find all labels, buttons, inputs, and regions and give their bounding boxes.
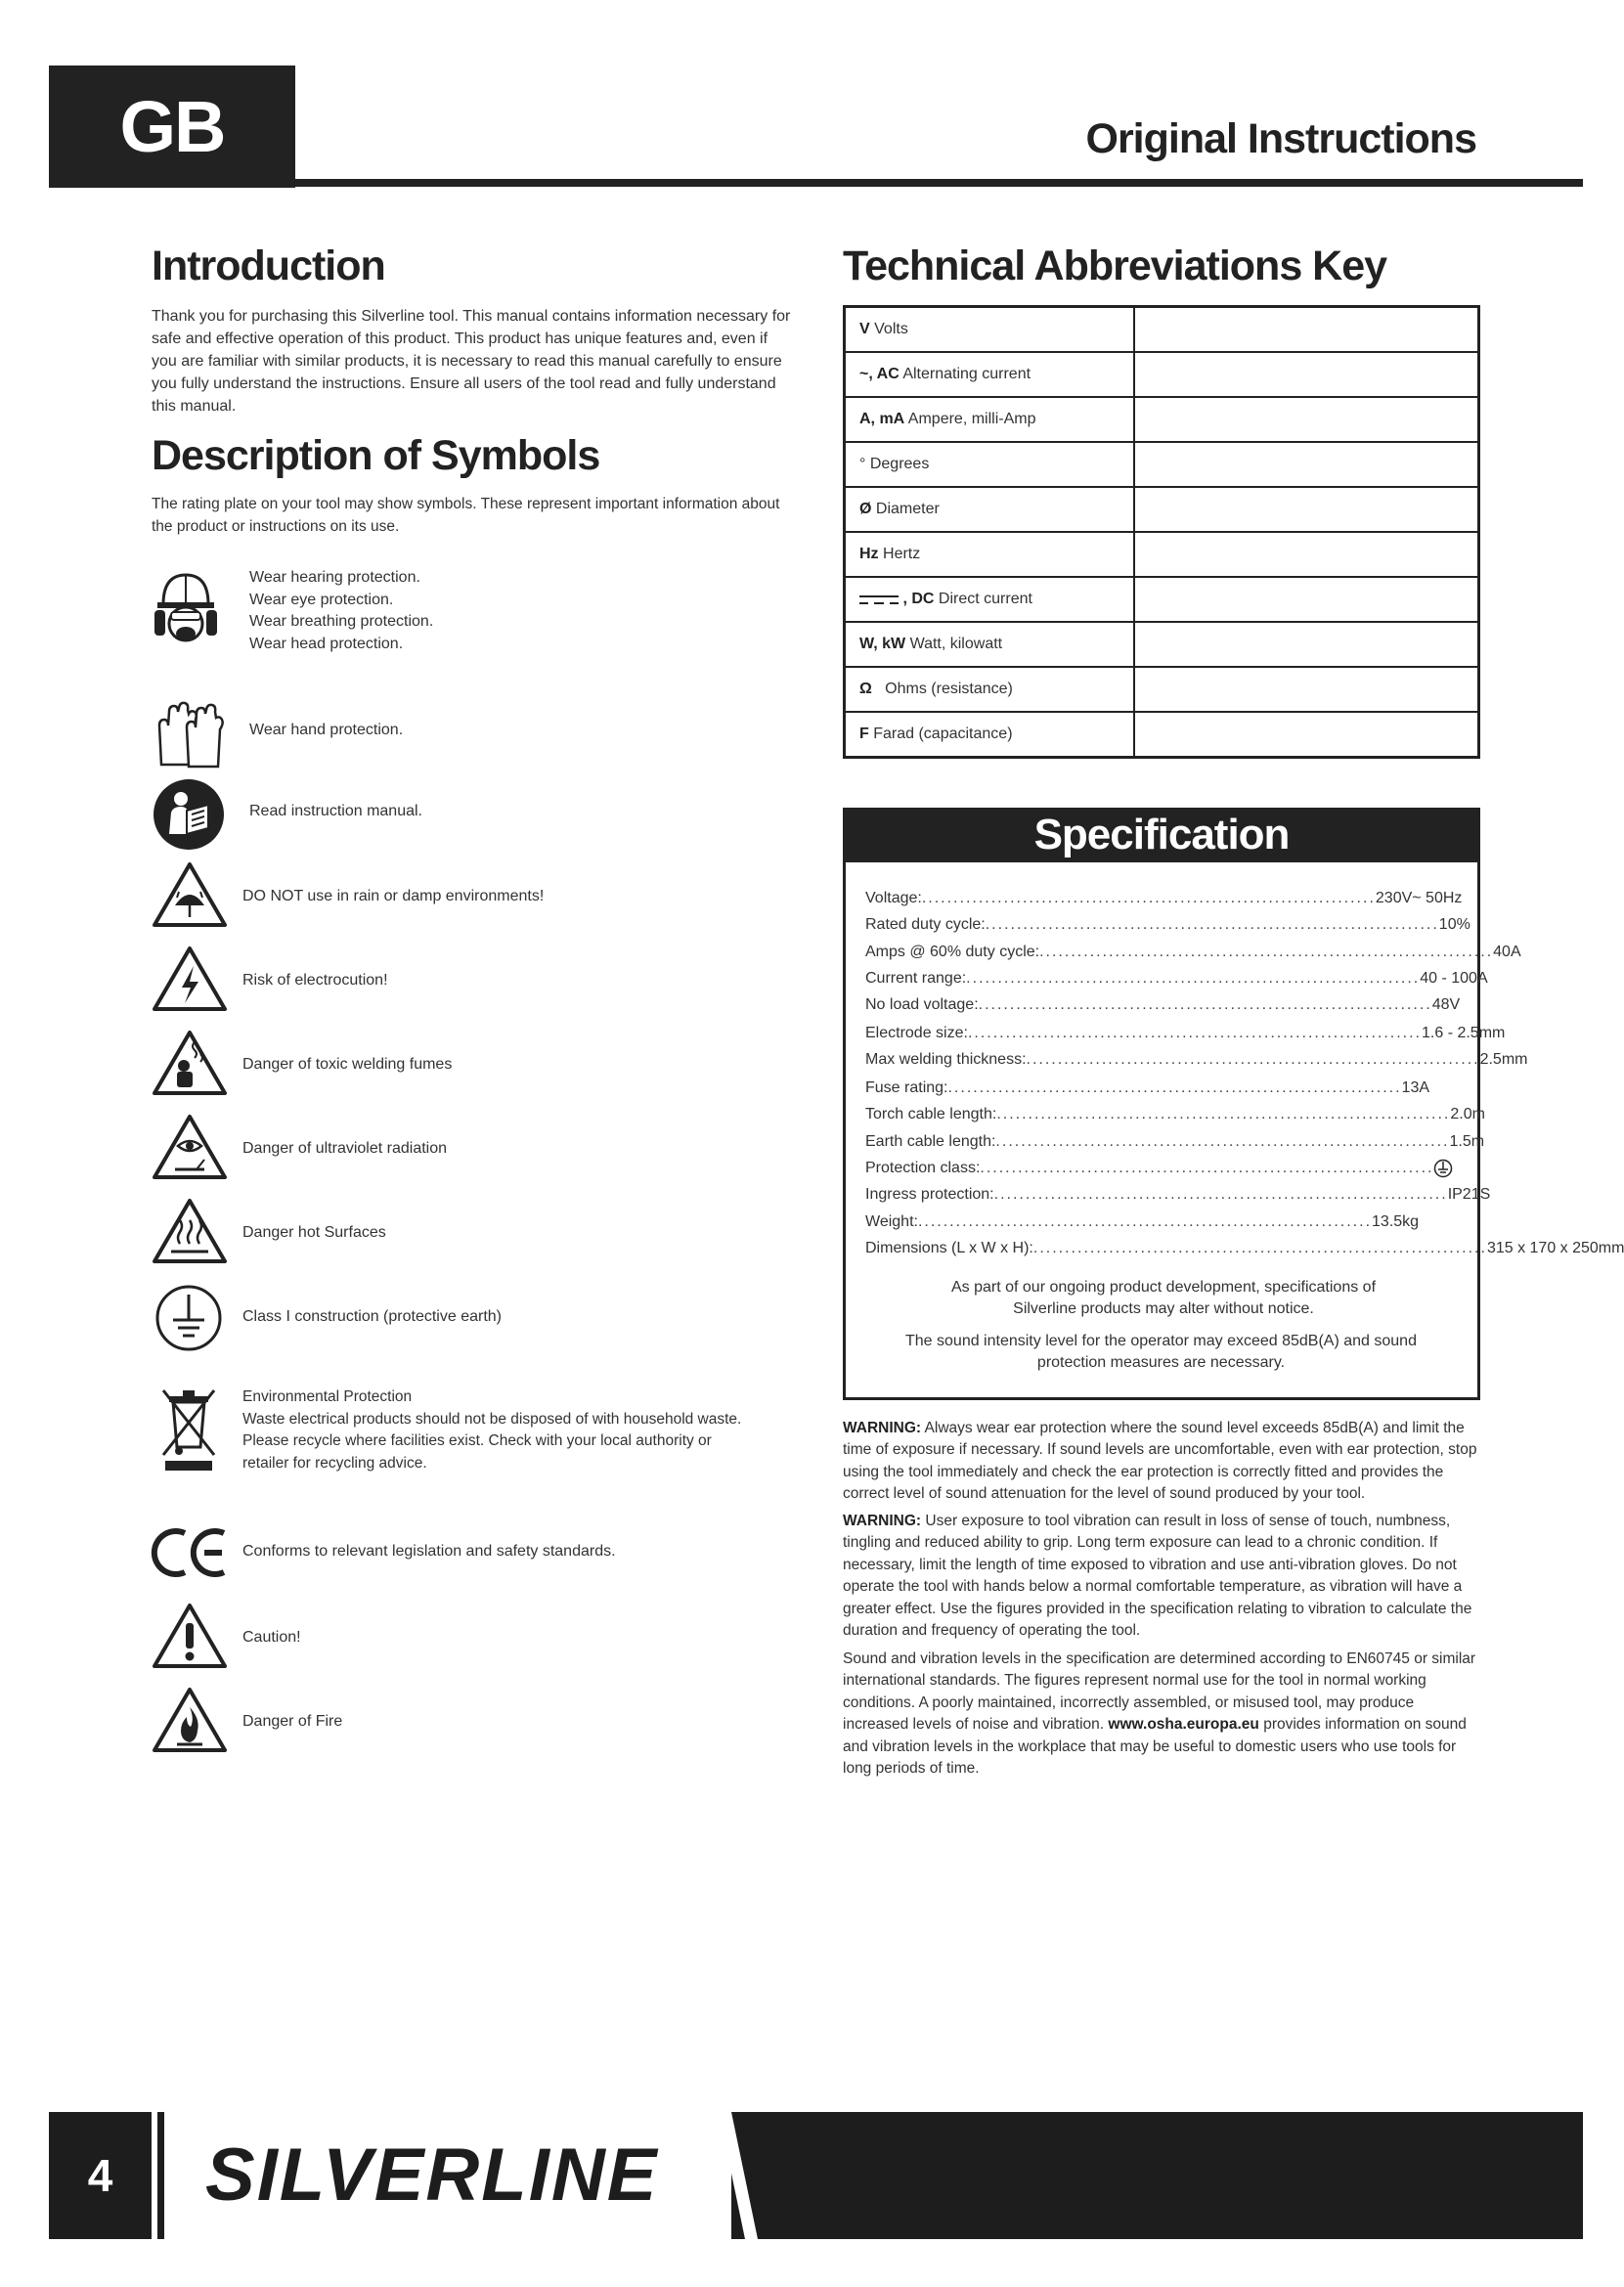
page-title: Original Instructions [1085,115,1476,162]
abbreviations-heading: Technical Abbreviations Key [843,242,1387,289]
ppe-head-icon [152,567,220,660]
symbol-text-ppe [249,567,433,655]
warning-sound [843,1418,1480,1506]
warning-label: WARNING: [843,1513,922,1529]
symbol-row-weee [152,1386,777,1474]
table-row: Ω Ohms (resistance) [845,667,1479,712]
symbol-text-gloves: Wear hand protection. [249,722,404,738]
symbol-text-hot: Danger hot Surfaces [242,1224,386,1241]
page-number: 4 [87,2150,113,2201]
symbol-row-uv [152,1113,777,1191]
symbol-text-caution: Caution! [242,1629,301,1646]
symbol-text-rain: DO NOT use in rain or damp environments! [242,888,545,904]
sound-vibration-paragraph [843,1649,1480,1780]
spec-row: Amps @ 60% duty cycle: ........................................................................ 40A [865,944,1521,960]
symbol-row-earth [152,1281,777,1359]
paragraph-tail: provides information on sound and vibration levels in the workplace that may be useful to domestic users who use tools for long periods of time. [843,1716,1467,1778]
symbols-heading: Description of Symbols [152,432,600,479]
warning-text: User exposure to tool vibration can result in loss of sense of touch, numbness, tingling and reduced ability to grip. Long term exposure can lead to a chronic condition. If necessary, limit the length of time exposed to vibration and use anti-vibration gloves. Do not operate the tool with hands below a normal comfortable temperature, as vibration will have a greater effect. Use the figures provided in the specification relating to vibration to calculate the duration and frequency of operating the tool. [843,1513,1472,1640]
spec-row: Ingress protection: ........................................................................ IP21S [865,1186,1491,1203]
spec-row: Protection class: ........................................................................ [865,1159,1398,1178]
spec-note-development: As part of our ongoing product development, specifications of Silverline products may alter without notice. [950,1279,1377,1317]
symbol-row-electrocution [152,945,777,1023]
symbol-text-ce: Conforms to relevant legislation and safety standards. [242,1543,616,1560]
spec-row: Electrode size: ........................................................................ 1.6 - 2.5mm [865,1025,1506,1041]
osha-link[interactable]: www.osha.europa.eu [1108,1716,1259,1734]
symbol-row-rain [152,860,777,939]
fumes-warning-icon [152,1029,228,1102]
electrocution-warning-icon [152,945,228,1018]
uv-warning-icon [152,1113,228,1186]
symbol-row-fumes [152,1029,777,1107]
abbreviations-table [843,305,1480,759]
spec-row: Fuse rating: ........................................................................ 13A [865,1079,1430,1096]
spec-row: Torch cable length: ........................................................................ 2.0m [865,1106,1485,1122]
symbol-row-hot [152,1197,777,1275]
warning-label: WARNING: [843,1420,922,1436]
symbol-line: Wear hearing protection. [249,569,420,586]
earth-class-icon [152,1281,226,1360]
spec-row: Earth cable length: ........................................................................ 1.5m [865,1133,1485,1150]
symbol-line: Wear breathing protection. [249,613,434,630]
language-badge: GB [119,86,225,167]
symbol-row-fire [152,1686,777,1764]
table-row: , DC Direct current [845,577,1479,622]
table-row: W, kW Watt, kilowatt [845,622,1479,667]
symbol-row-caution [152,1602,777,1680]
symbol-row-gloves [152,696,777,774]
spec-note-sound: The sound intensity level for the operator may exceed 85dB(A) and sound protection measures are necessary. [905,1333,1417,1371]
symbol-line: Wear head protection. [249,635,404,652]
table-row: Ø Diameter [845,487,1479,532]
symbol-row-manual [152,777,777,856]
symbol-line: Environmental Protection [242,1388,413,1405]
caution-icon [152,1602,228,1675]
fire-warning-icon [152,1686,228,1759]
footer-separator [152,2112,157,2239]
earth-class-icon [1433,1159,1453,1178]
hot-surface-warning-icon [152,1197,228,1270]
symbol-text-manual: Read instruction manual. [249,803,422,819]
specification-heading: Specification [843,808,1480,862]
table-row: Hz Hertz [845,532,1479,577]
spec-row: Dimensions (L x W x H): ........................................................................ 315 x 170 x 250mm [865,1240,1624,1256]
intro-heading: Introduction [152,242,385,289]
symbol-text-electrocution: Risk of electrocution! [242,972,388,989]
symbol-line: Waste electrical products should not be disposed of with household waste. Please recycle where facilities exist. Check with your local authority or retailer for recycling advice. [242,1410,742,1472]
table-row: A, mA Ampere, milli-Amp [845,397,1479,442]
table-row: ° Degrees [845,442,1479,487]
spec-row: Current range: ........................................................................ 40 - 100A [865,970,1488,987]
table-row: V Volts [845,307,1479,353]
ce-mark-icon [152,1523,230,1587]
header-rule [293,179,1583,187]
gloves-icon [152,696,230,779]
spec-row: Rated duty cycle: ........................................................................ 10% [865,916,1470,933]
symbol-text-earth: Class I construction (protective earth) [242,1308,502,1325]
symbol-row-ce [152,1517,777,1596]
intro-body: Thank you for purchasing this Silverline tool. This manual contains information necessary for safe and effective operation of this product. This product has unique features and, even if you are familiar with similar products, it is necessary to read this manual carefully to ensure you fully understand the instructions. Ensure all users of the tool read and fully understand this manual. [152,308,791,415]
paragraph-text: Sound and vibration levels in the specification are determined according to EN60745 or similar international standards. The figures represent normal use for the tool in normal working conditions. A poorly maintained, incorrectly assembled, or misused tool, may produce increased levels of noise and vibration. [843,1650,1476,1734]
warning-text: Always wear ear protection where the sound level exceeds 85dB(A) and limit the time of exposure if necessary. If sound levels are uncomfortable, even with ear protection, stop using the tool immediately and check the ear protection is correctly fitted and provides the correct level of sound attenuation for the level of sound produced by your tool. [843,1420,1477,1503]
spec-row: Max welding thickness: ........................................................................ 2.5mm [865,1051,1528,1068]
symbol-text-fumes: Danger of toxic welding fumes [242,1056,453,1073]
symbol-text-uv: Danger of ultraviolet radiation [242,1140,448,1157]
footer-logo-slash [719,2112,758,2239]
symbol-text-weee [242,1386,761,1474]
symbol-row-ppe [152,567,777,665]
weee-bin-icon [159,1386,218,1477]
silverline-logo: SILVERLINE [205,2133,659,2217]
symbol-text-fire: Danger of Fire [242,1713,343,1730]
symbol-line: Wear eye protection. [249,591,394,608]
table-row: F Farad (capacitance) [845,712,1479,758]
spec-row: Voltage: ........................................................................ 230V~ 50Hz [865,890,1463,906]
table-row: ~, AC Alternating current [845,352,1479,397]
dc-symbol-icon [859,594,899,605]
spec-row: No load voltage: ........................................................................ 48V [865,996,1461,1013]
read-manual-icon [152,777,226,857]
spec-row: Weight: ........................................................................ 13.5kg [865,1213,1420,1230]
rain-warning-icon [152,860,228,934]
symbols-intro: The rating plate on your tool may show symbols. These represent important information about the product or instructions on its use. [152,496,780,535]
warning-vibration [843,1511,1480,1642]
